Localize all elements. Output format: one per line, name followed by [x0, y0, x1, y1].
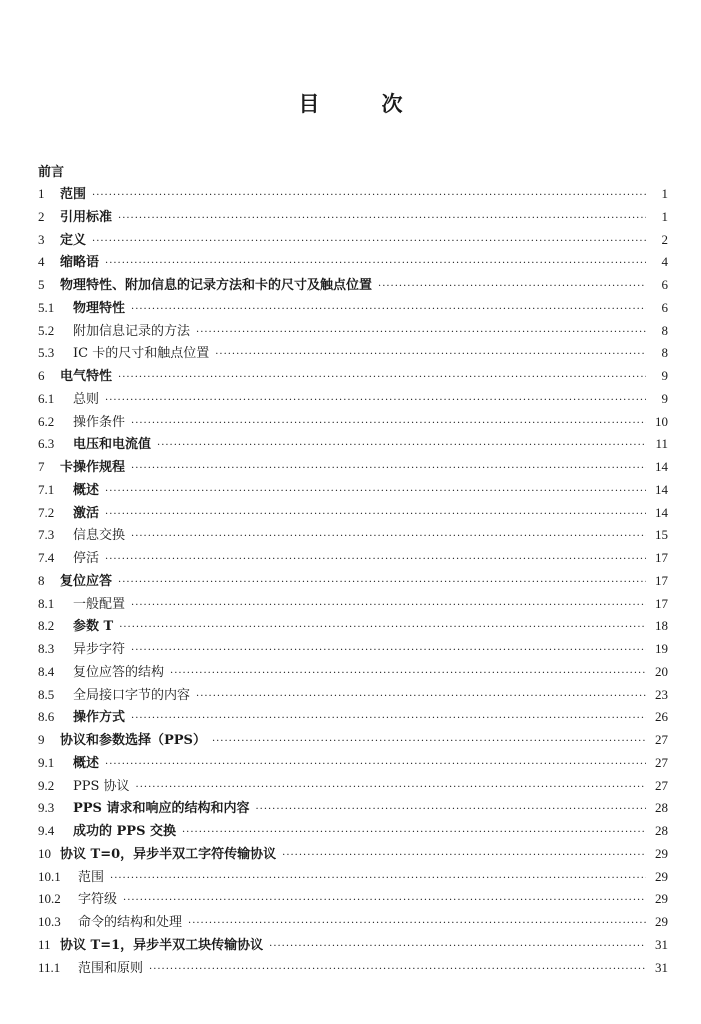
- toc-leader-dots: [269, 942, 646, 952]
- toc-entry-title: 协议和参数选择（PPS）: [60, 733, 206, 748]
- toc-entry-number: 8.6: [38, 709, 55, 725]
- title-char-1: 目: [298, 91, 320, 116]
- toc-entry-number: 7.4: [38, 550, 55, 565]
- toc-entry-page: 27: [655, 754, 668, 770]
- toc-entry-number: 8.1: [38, 595, 55, 611]
- toc-entry: [38, 638, 668, 661]
- toc-entry-title: 复位应答的结构: [73, 664, 165, 680]
- toc-entry-number: 3: [38, 231, 45, 247]
- table-of-contents: [38, 183, 668, 979]
- toc-entry: [38, 502, 668, 525]
- toc-entry-page: 23: [655, 686, 668, 702]
- toc-entry-number: 8: [38, 572, 45, 588]
- toc-entry-page: 29: [655, 868, 668, 884]
- toc-entry-number: 9.1: [38, 754, 55, 770]
- toc-entry: [38, 615, 668, 638]
- toc-leader-dots: [105, 396, 646, 406]
- toc-entry: [38, 797, 668, 820]
- toc-entry-title: 电气特性: [60, 369, 113, 384]
- toc-entry: [38, 706, 668, 729]
- toc-leader-dots: [105, 555, 646, 565]
- toc-entry-number: 5: [38, 277, 45, 292]
- toc-entry-title: 附加信息记录的方法: [73, 323, 191, 339]
- toc-entry-title: 物理特性: [73, 300, 126, 316]
- toc-entry-title: 范围和原则: [78, 960, 144, 976]
- toc-entry: [38, 888, 668, 911]
- toc-entry-title: 异步字符: [73, 642, 126, 657]
- toc-entry: [38, 274, 668, 297]
- toc-entry-number: 5.3: [38, 345, 55, 361]
- toc-entry-number: 10.1: [38, 868, 61, 884]
- toc-leader-dots: [131, 646, 646, 656]
- toc-entry-title: 复位应答: [60, 573, 113, 589]
- toc-entry: [38, 206, 668, 229]
- toc-entry-title: 激活: [73, 505, 100, 521]
- toc-entry: [38, 320, 668, 343]
- toc-entry-title: 缩略语: [60, 255, 100, 271]
- toc-entry-title: 参数 T: [73, 619, 114, 635]
- toc-leader-dots: [110, 874, 646, 884]
- toc-entry-page: 9: [661, 368, 668, 383]
- toc-entry: [38, 411, 668, 434]
- toc-entry: [38, 547, 668, 570]
- toc-entry-number: 10.3: [38, 914, 61, 929]
- toc-leader-dots: [215, 350, 646, 360]
- toc-entry-page: 14: [655, 481, 668, 497]
- toc-entry-number: 7: [38, 459, 45, 474]
- toc-entry: [38, 342, 668, 365]
- toc-leader-dots: [105, 760, 646, 770]
- toc-entry-number: 8.5: [38, 686, 55, 702]
- toc-leader-dots: [255, 805, 646, 815]
- toc-entry-page: 14: [655, 504, 668, 520]
- toc-entry-number: 6.2: [38, 413, 55, 429]
- toc-entry-title: 命令的结构和处理: [78, 915, 183, 930]
- toc-leader-dots: [118, 214, 646, 224]
- toc-entry-number: 8.4: [38, 663, 55, 679]
- toc-entry-number: 7.3: [38, 527, 55, 543]
- toc-entry-page: 31: [655, 936, 668, 952]
- toc-entry-page: 15: [655, 527, 668, 543]
- toc-entry-title: 总则: [73, 391, 100, 407]
- toc-leader-dots: [118, 373, 646, 383]
- toc-entry: [38, 251, 668, 274]
- toc-entry-page: 31: [655, 959, 668, 975]
- toc-leader-dots: [105, 259, 646, 269]
- toc-entry-number: 1: [38, 186, 45, 201]
- toc-entry-page: 19: [655, 641, 668, 656]
- toc-entry: [38, 570, 668, 593]
- toc-leader-dots: [136, 783, 646, 793]
- toc-entry-number: 6.3: [38, 436, 55, 452]
- toc-leader-dots: [196, 692, 646, 702]
- toc-leader-dots: [105, 487, 646, 497]
- toc-entry-title: 概述: [73, 755, 100, 771]
- toc-entry-title: 成功的 PPS 交换: [73, 824, 176, 839]
- toc-entry-number: 9.4: [38, 823, 55, 838]
- toc-entry: [38, 593, 668, 616]
- toc-leader-dots: [92, 191, 646, 201]
- toc-entry-number: 9.3: [38, 800, 55, 816]
- toc-entry-page: 28: [655, 823, 668, 838]
- toc-entry: [38, 820, 668, 843]
- toc-entry: [38, 843, 668, 866]
- toc-leader-dots: [92, 237, 646, 247]
- toc-entry-page: 17: [655, 550, 668, 565]
- toc-leader-dots: [149, 965, 646, 975]
- toc-entry-page: 11: [655, 436, 668, 452]
- toc-leader-dots: [170, 669, 646, 679]
- toc-entry-title: 物理特性、附加信息的记录方法和卡的尺寸及触点位置: [60, 278, 373, 293]
- toc-leader-dots: [131, 464, 646, 474]
- toc-leader-dots: [131, 305, 646, 315]
- toc-entry-number: 5.2: [38, 322, 55, 338]
- toc-entry: [38, 729, 668, 752]
- toc-entry-page: 10: [655, 413, 668, 429]
- toc-entry-title: 定义: [60, 232, 87, 248]
- preface-entry: 前言: [38, 165, 65, 180]
- toc-entry-number: 8.2: [38, 618, 55, 634]
- toc-entry-page: 8: [661, 345, 668, 361]
- toc-entry-page: 27: [655, 732, 668, 747]
- toc-entry-title: 一般配置: [73, 596, 126, 612]
- toc-entry-title: PPS 协议: [73, 778, 130, 794]
- toc-entry: [38, 479, 668, 502]
- toc-entry: [38, 524, 668, 547]
- toc-leader-dots: [182, 828, 646, 838]
- toc-leader-dots: [119, 623, 646, 633]
- toc-entry-title: 字符级: [78, 892, 118, 908]
- toc-entry-page: 26: [655, 709, 668, 725]
- toc-entry-title: 协议 T=0，异步半双工字符传输协议: [60, 846, 277, 862]
- toc-entry-page: 14: [655, 459, 668, 474]
- toc-entry-page: 17: [655, 572, 668, 588]
- toc-leader-dots: [131, 714, 646, 724]
- toc-entry-title: 引用标准: [60, 209, 113, 225]
- toc-entry-number: 9.2: [38, 777, 55, 793]
- toc-entry-title: 范围: [78, 869, 105, 885]
- toc-entry-page: 1: [661, 186, 668, 201]
- toc-entry-title: 操作条件: [73, 414, 126, 430]
- toc-entry-page: 4: [661, 254, 668, 270]
- toc-entry-page: 29: [655, 845, 668, 861]
- toc-leader-dots: [131, 601, 646, 611]
- toc-entry-title: 停活: [73, 551, 100, 566]
- toc-entry: [38, 934, 668, 957]
- toc-entry-page: 9: [661, 390, 668, 406]
- toc-entry-page: 29: [655, 914, 668, 929]
- toc-entry-number: 6: [38, 368, 45, 383]
- toc-entry-number: 8.3: [38, 641, 55, 656]
- toc-entry-number: 7.1: [38, 481, 55, 497]
- toc-leader-dots: [131, 419, 646, 429]
- toc-entry-title: 协议 T=1，异步半双工块传输协议: [60, 937, 264, 953]
- toc-entry-title: 范围: [60, 187, 87, 202]
- toc-entry-number: 10: [38, 845, 51, 861]
- toc-leader-dots: [123, 896, 646, 906]
- toc-entry-page: 6: [661, 299, 668, 315]
- toc-entry: [38, 911, 668, 934]
- toc-leader-dots: [196, 328, 646, 338]
- toc-leader-dots: [157, 441, 646, 451]
- toc-entry-number: 5.1: [38, 299, 55, 315]
- toc-entry: [38, 183, 668, 206]
- toc-entry-page: 1: [661, 208, 668, 224]
- toc-entry-number: 6.1: [38, 390, 55, 406]
- toc-leader-dots: [282, 851, 646, 861]
- toc-entry-title: 信息交换: [73, 528, 126, 544]
- toc-entry: [38, 297, 668, 320]
- toc-entry: [38, 661, 668, 684]
- toc-leader-dots: [188, 919, 646, 929]
- page-title: [0, 88, 701, 118]
- toc-entry-page: 20: [655, 663, 668, 679]
- toc-entry-number: 11: [38, 936, 51, 952]
- toc-entry-number: 10.2: [38, 891, 61, 907]
- toc-entry-page: 8: [661, 322, 668, 338]
- toc-entry: [38, 752, 668, 775]
- toc-entry-page: 6: [661, 277, 668, 292]
- toc-entry: [38, 684, 668, 707]
- toc-entry-title: 全局接口字节的内容: [73, 687, 191, 703]
- toc-entry-page: 28: [655, 800, 668, 816]
- toc-entry-title: 概述: [73, 482, 100, 498]
- toc-entry-page: 29: [655, 891, 668, 907]
- toc-entry-page: 17: [655, 595, 668, 611]
- toc-entry-number: 4: [38, 254, 45, 270]
- toc-entry-number: 11.1: [38, 959, 61, 975]
- toc-entry-page: 27: [655, 777, 668, 793]
- toc-leader-dots: [212, 737, 646, 747]
- toc-entry-title: 操作方式: [73, 710, 126, 726]
- toc-entry-title: IC 卡的尺寸和触点位置: [73, 346, 210, 362]
- toc-leader-dots: [378, 282, 646, 292]
- toc-leader-dots: [131, 532, 646, 542]
- toc-entry-title: 卡操作规程: [60, 460, 126, 475]
- toc-entry: [38, 229, 668, 252]
- toc-entry-page: 2: [661, 231, 668, 247]
- toc-entry: [38, 775, 668, 798]
- toc-entry: [38, 866, 668, 889]
- toc-leader-dots: [118, 578, 646, 588]
- toc-entry: [38, 388, 668, 411]
- toc-entry-page: 18: [655, 618, 668, 634]
- toc-entry-title: 电压和电流值: [73, 437, 152, 453]
- toc-entry: [38, 957, 668, 980]
- toc-entry: [38, 456, 668, 479]
- toc-entry-title: PPS 请求和响应的结构和内容: [73, 801, 250, 817]
- title-char-2: 次: [381, 91, 403, 116]
- toc-entry-number: 9: [38, 732, 45, 747]
- toc-leader-dots: [105, 510, 646, 520]
- toc-entry: [38, 365, 668, 388]
- toc-entry-number: 7.2: [38, 504, 55, 520]
- toc-entry-number: 2: [38, 208, 45, 224]
- toc-entry: [38, 433, 668, 456]
